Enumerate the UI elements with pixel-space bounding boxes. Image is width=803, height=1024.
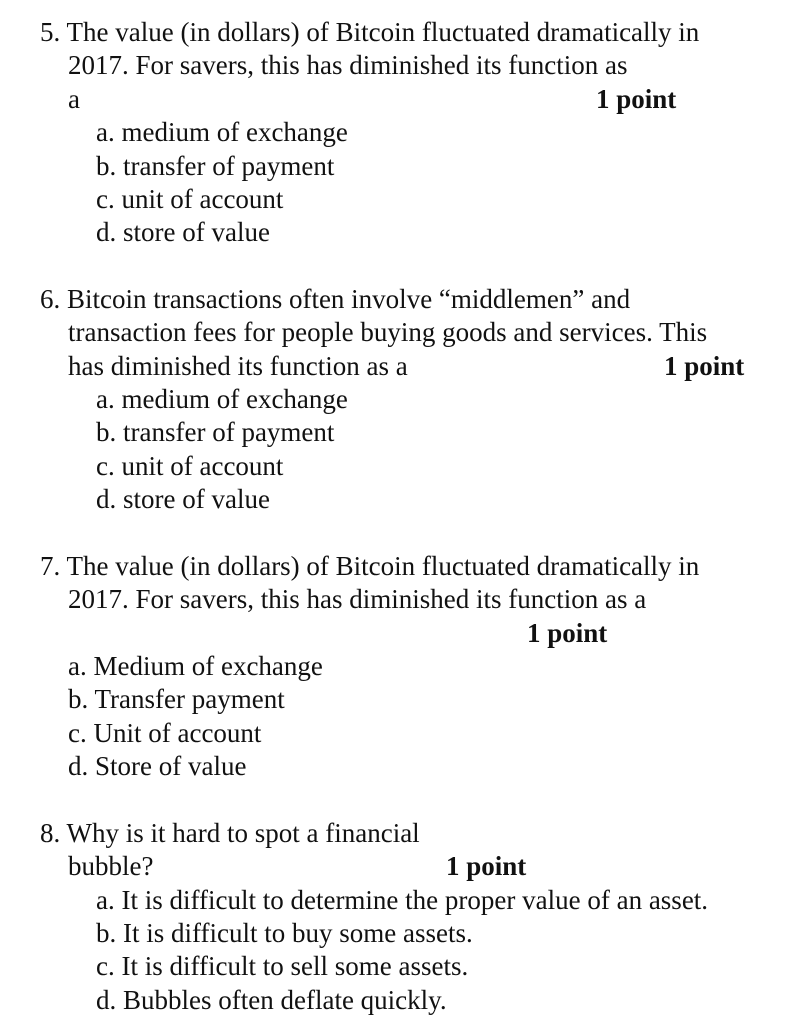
question-8-text-line-2: bubble?: [68, 851, 154, 881]
question-6-text-line-3: has diminished its function as a: [68, 351, 408, 381]
question-5-text-line-3: a: [68, 84, 80, 114]
question-8-option-b[interactable]: b. It is difficult to buy some assets.: [96, 918, 473, 948]
question-6-points: 1 point: [664, 351, 745, 381]
question-8-option-a[interactable]: a. It is difficult to determine the proper value of an asset.: [96, 885, 709, 915]
question-5-option-c[interactable]: c. unit of account: [96, 184, 284, 214]
question-6-option-d[interactable]: d. store of value: [96, 484, 270, 514]
question-5-points: 1 point: [596, 84, 677, 114]
question-8-points: 1 point: [446, 851, 527, 881]
question-6-text-line-1: 6. Bitcoin transactions often involve “middlemen” and: [40, 284, 631, 314]
question-7-option-d[interactable]: d. Store of value: [68, 751, 247, 781]
question-5-option-a[interactable]: a. medium of exchange: [96, 117, 348, 147]
question-7-text-line-2: 2017. For savers, this has diminished its function as a: [68, 584, 647, 614]
question-5-text-line-1: 5. The value (in dollars) of Bitcoin fluctuated dramatically in: [40, 17, 700, 47]
question-8-option-d[interactable]: d. Bubbles often deflate quickly.: [96, 985, 447, 1015]
question-6-option-b[interactable]: b. transfer of payment: [96, 417, 335, 447]
question-7-option-a[interactable]: a. Medium of exchange: [68, 651, 323, 681]
question-7-text-line-1: 7. The value (in dollars) of Bitcoin fluctuated dramatically in: [40, 551, 700, 581]
question-7-points: 1 point: [527, 618, 608, 648]
question-8-option-c[interactable]: c. It is difficult to sell some assets.: [96, 951, 469, 981]
question-5-option-d[interactable]: d. store of value: [96, 217, 270, 247]
question-8-text-line-1: 8. Why is it hard to spot a financial: [40, 818, 420, 848]
question-6-option-a[interactable]: a. medium of exchange: [96, 384, 348, 414]
question-7-option-c[interactable]: c. Unit of account: [68, 718, 262, 748]
question-5-text-line-2: 2017. For savers, this has diminished its function as: [68, 50, 628, 80]
question-6-text-line-2: transaction fees for people buying goods and services. This: [68, 317, 708, 347]
question-6-option-c[interactable]: c. unit of account: [96, 451, 284, 481]
question-5-option-b[interactable]: b. transfer of payment: [96, 151, 335, 181]
question-7-option-b[interactable]: b. Transfer payment: [68, 684, 285, 714]
